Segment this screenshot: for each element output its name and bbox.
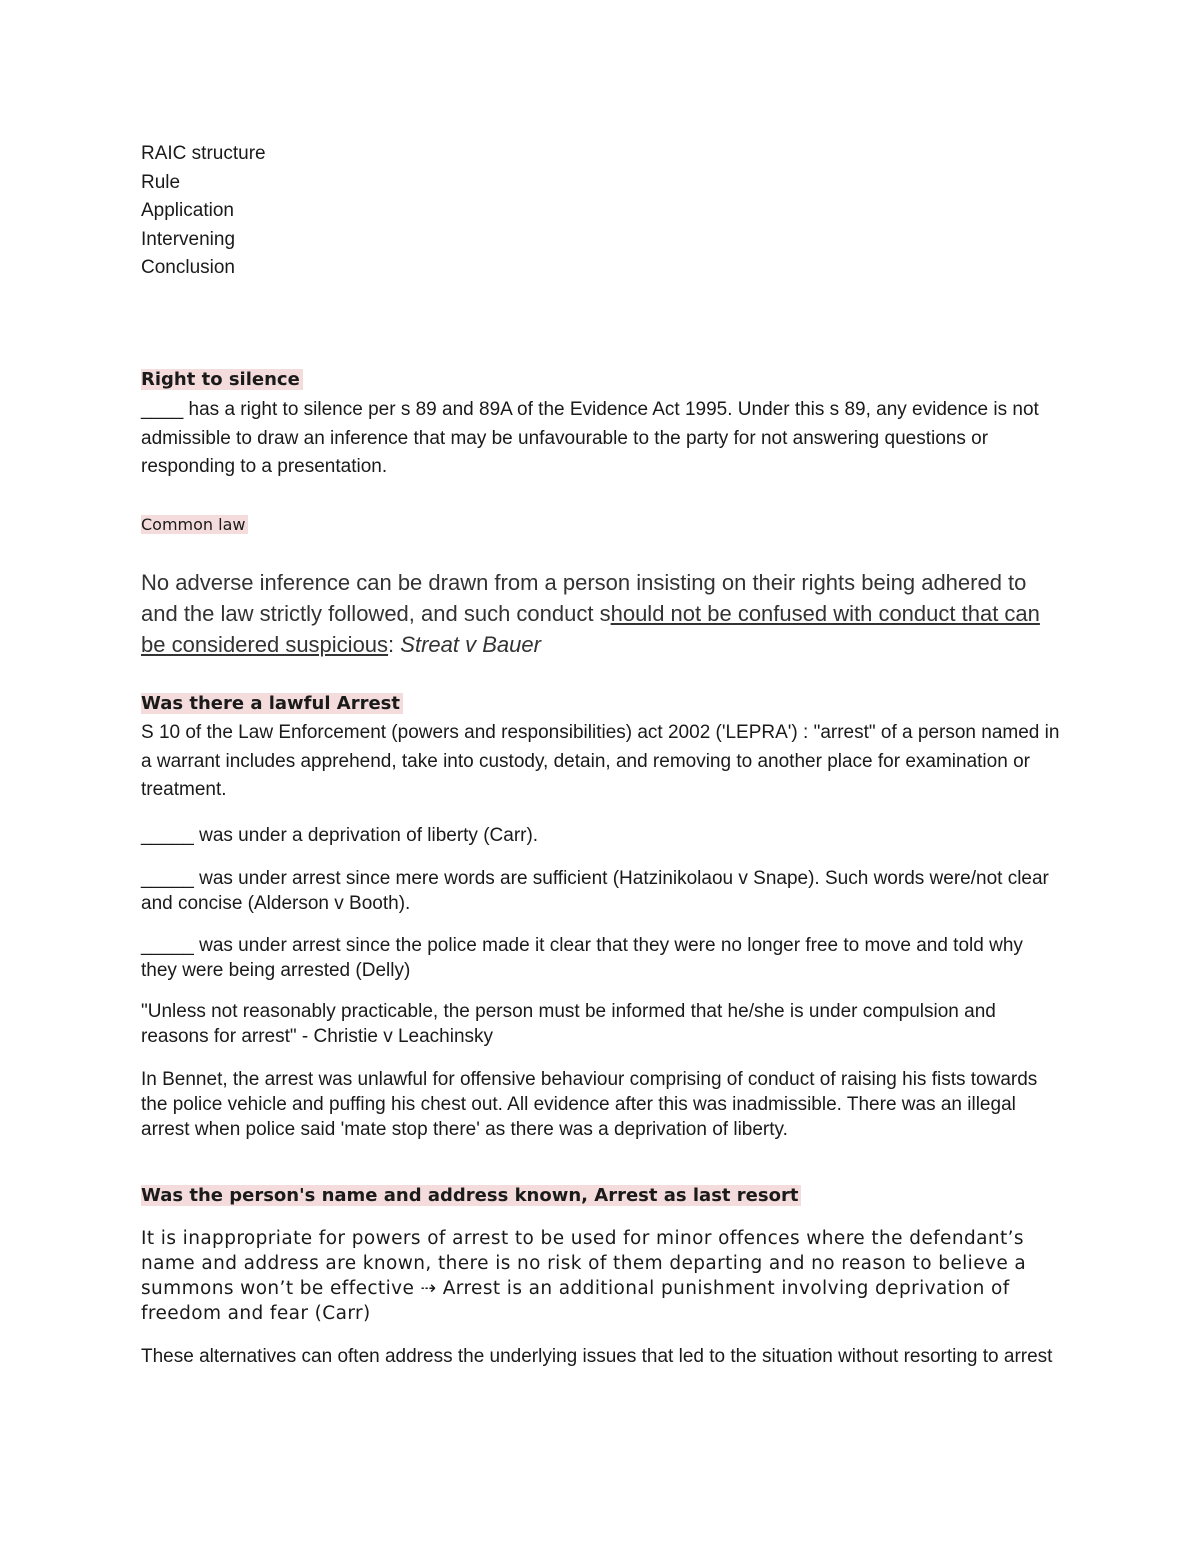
arrest-heading-block xyxy=(141,690,1061,718)
raic-item-conclusion: Conclusion xyxy=(141,257,235,278)
arrest-paragraph-4: "Unless not reasonably practicable, the person must be informed that he/she is under compulsion and reasons for arrest" - Christie v Leachinsky xyxy=(141,1001,996,1047)
arrest-heading: Was there a lawful Arrest xyxy=(141,693,403,714)
raic-item-intervening: Intervening xyxy=(141,228,236,250)
raic-item-rule: Rule xyxy=(141,171,181,193)
raic-title: RAIC structure xyxy=(141,143,266,164)
last-resort-heading-block xyxy=(141,1182,1061,1210)
arrest-paragraph-2: _____ was under arrest since mere words are sufficient (Hatzinikolaou v Snape). Such words were/not clear and concise (Alderson v Booth). xyxy=(141,868,1049,914)
last-resort-paragraph-2: These alternatives can often address the underlying issues that led to the situation without resorting to arrest xyxy=(141,1346,1053,1367)
common-law-colon: : xyxy=(388,632,401,657)
silence-heading: Right to silence xyxy=(141,369,303,390)
common-law-heading-block xyxy=(141,512,1061,538)
common-law-case: Streat v Bauer xyxy=(400,632,541,657)
common-law-heading: Common law xyxy=(141,515,248,534)
last-resort-paragraph-1: It is inappropriate for powers of arrest to be used for minor offences where the defendant’s name and address are known, there is no risk of them departing and no reason to believe a summons won’t be effective ⇢ Arrest is an additional punishment involving deprivation of freedom and fear (Carr) xyxy=(141,1228,1027,1324)
silence-heading-block xyxy=(141,366,1061,394)
common-law-underlined-text: hould not be confused with conduct that can be considered suspicious xyxy=(141,601,1040,657)
common-law-text: No adverse inference can be drawn from a person insisting on their rights being adhered to and the law strictly followed, and such conduct s xyxy=(141,570,1027,626)
raic-item-application: Application xyxy=(141,200,234,221)
last-resort-heading: Was the person's name and address known, Arrest as last resort xyxy=(141,1185,801,1206)
arrest-paragraph-1: _____ was under a deprivation of liberty (Carr). xyxy=(141,825,539,846)
arrest-paragraph-3: _____ was under arrest since the police made it clear that they were no longer free to move and told why they were being arrested (Delly) xyxy=(141,935,1023,981)
arrest-paragraph-5: In Bennet, the arrest was unlawful for offensive behaviour comprising of conduct of raising his fists towards the police vehicle and puffing his chest out. All evidence after this was inadmissible. There was an illegal arrest when police said 'mate stop there' as there was a deprivation of liberty. xyxy=(141,1069,1038,1140)
silence-body: ____ has a right to silence per s 89 and 89A of the Evidence Act 1995. Under this s 89, any evidence is not admissible to draw an inference that may be unfavourable to the party for not answering questions or responding to a presentation. xyxy=(141,399,1039,477)
raic-list xyxy=(141,140,1061,283)
common-law-paragraph xyxy=(141,567,1056,660)
arrest-definition: S 10 of the Law Enforcement (powers and responsibilities) act 2002 ('LEPRA') : "arrest" of a person named in a warrant includes apprehend, take into custody, detain, and removing to another place for examination or treatment. xyxy=(141,722,1060,800)
